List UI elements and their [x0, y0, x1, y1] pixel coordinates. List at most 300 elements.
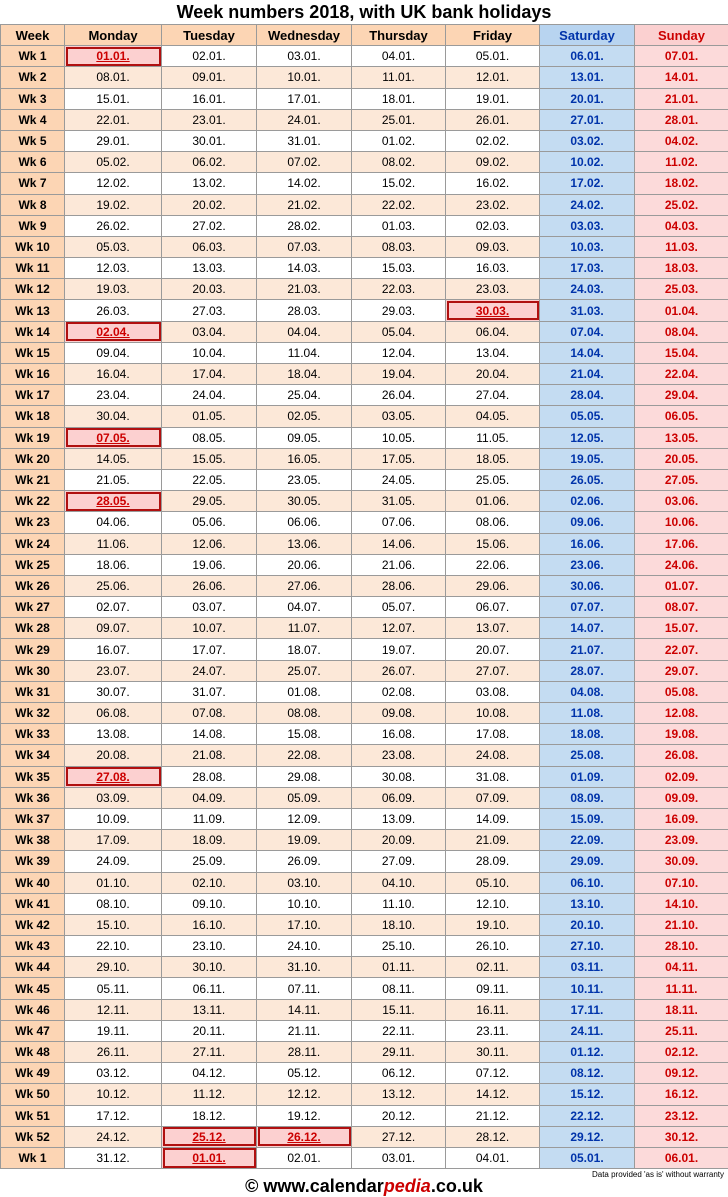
table-row [1, 194, 728, 215]
table-row [1, 1020, 728, 1041]
friday-date-cell: 21.12. [446, 1105, 540, 1126]
tuesday-date-cell: 21.08. [162, 745, 257, 766]
friday-date-cell: 25.05. [446, 469, 540, 490]
friday-date-cell: 04.05. [446, 406, 540, 427]
friday-date-cell: 29.06. [446, 575, 540, 596]
tuesday-date-cell: 13.11. [162, 999, 257, 1020]
saturday-date-cell: 10.02. [540, 152, 635, 173]
monday-date-cell: 12.02. [65, 173, 162, 194]
friday-date-cell: 24.08. [446, 745, 540, 766]
tuesday-date-cell: 14.08. [162, 724, 257, 745]
tuesday-date-cell: 10.07. [162, 618, 257, 639]
friday-date-cell: 03.08. [446, 681, 540, 702]
wednesday-date-cell: 18.07. [257, 639, 352, 660]
tuesday-date-cell: 24.04. [162, 385, 257, 406]
thursday-date-cell: 18.10. [352, 914, 446, 935]
friday-date-cell: 01.06. [446, 491, 540, 512]
saturday-date-cell: 10.03. [540, 236, 635, 257]
sunday-date-cell: 03.06. [635, 491, 728, 512]
wednesday-date-cell: 07.03. [257, 236, 352, 257]
monday-date-cell: 03.12. [65, 1063, 162, 1084]
table-row [1, 342, 728, 363]
table-row [1, 830, 728, 851]
thursday-date-cell: 29.03. [352, 300, 446, 321]
sunday-date-cell: 22.07. [635, 639, 728, 660]
wednesday-date-cell: 02.05. [257, 406, 352, 427]
monday-date-cell: 29.01. [65, 130, 162, 151]
tuesday-date-cell: 03.07. [162, 597, 257, 618]
saturday-date-cell: 02.06. [540, 491, 635, 512]
table-row [1, 215, 728, 236]
week-number-cell: Wk 35 [1, 766, 65, 787]
sunday-date-cell: 24.06. [635, 554, 728, 575]
bank-holiday-cell: 01.01. [65, 46, 162, 67]
week-number-cell: Wk 23 [1, 512, 65, 533]
tuesday-date-cell: 23.01. [162, 109, 257, 130]
friday-date-cell: 26.01. [446, 109, 540, 130]
monday-date-cell: 26.11. [65, 1042, 162, 1063]
friday-date-cell: 05.01. [446, 46, 540, 67]
wednesday-date-cell: 25.07. [257, 660, 352, 681]
saturday-date-cell: 14.07. [540, 618, 635, 639]
disclaimer: Data provided 'as is' without warranty [591, 1170, 724, 1179]
bank-holiday-cell: 02.04. [65, 321, 162, 342]
week-number-cell: Wk 52 [1, 1126, 65, 1147]
monday-date-cell: 26.03. [65, 300, 162, 321]
saturday-date-cell: 14.04. [540, 342, 635, 363]
saturday-date-cell: 28.04. [540, 385, 635, 406]
thursday-date-cell: 23.08. [352, 745, 446, 766]
saturday-date-cell: 01.09. [540, 766, 635, 787]
saturday-date-cell: 11.08. [540, 703, 635, 724]
table-row [1, 681, 728, 702]
friday-date-cell: 09.11. [446, 978, 540, 999]
thursday-date-cell: 03.05. [352, 406, 446, 427]
saturday-date-cell: 16.06. [540, 533, 635, 554]
thursday-date-cell: 22.11. [352, 1020, 446, 1041]
tuesday-date-cell: 10.04. [162, 342, 257, 363]
monday-date-cell: 05.03. [65, 236, 162, 257]
wednesday-date-cell: 12.12. [257, 1084, 352, 1105]
saturday-date-cell: 15.12. [540, 1084, 635, 1105]
table-row [1, 575, 728, 596]
saturday-date-cell: 29.09. [540, 851, 635, 872]
bank-holiday-cell: 01.01. [162, 1147, 257, 1168]
friday-date-cell: 27.04. [446, 385, 540, 406]
wednesday-date-cell: 18.04. [257, 364, 352, 385]
thursday-date-cell: 13.12. [352, 1084, 446, 1105]
week-number-cell: Wk 38 [1, 830, 65, 851]
sunday-date-cell: 18.03. [635, 258, 728, 279]
monday-date-cell: 31.12. [65, 1147, 162, 1168]
wednesday-date-cell: 14.02. [257, 173, 352, 194]
saturday-date-cell: 01.12. [540, 1042, 635, 1063]
sunday-date-cell: 14.10. [635, 893, 728, 914]
friday-date-cell: 10.08. [446, 703, 540, 724]
saturday-date-cell: 06.01. [540, 46, 635, 67]
table-row [1, 109, 728, 130]
wednesday-date-cell: 15.08. [257, 724, 352, 745]
monday-date-cell: 09.07. [65, 618, 162, 639]
wednesday-date-cell: 08.08. [257, 703, 352, 724]
saturday-date-cell: 22.12. [540, 1105, 635, 1126]
monday-date-cell: 08.01. [65, 67, 162, 88]
saturday-date-cell: 31.03. [540, 300, 635, 321]
header-tuesday: Tuesday [162, 25, 257, 46]
week-number-cell: Wk 42 [1, 914, 65, 935]
wednesday-date-cell: 04.04. [257, 321, 352, 342]
friday-date-cell: 17.08. [446, 724, 540, 745]
monday-date-cell: 04.06. [65, 512, 162, 533]
wednesday-date-cell: 05.09. [257, 787, 352, 808]
thursday-date-cell: 06.12. [352, 1063, 446, 1084]
thursday-date-cell: 16.08. [352, 724, 446, 745]
saturday-date-cell: 03.02. [540, 130, 635, 151]
saturday-date-cell: 23.06. [540, 554, 635, 575]
table-row [1, 724, 728, 745]
header-saturday: Saturday [540, 25, 635, 46]
week-number-cell: Wk 37 [1, 808, 65, 829]
week-number-cell: Wk 41 [1, 893, 65, 914]
sunday-date-cell: 01.04. [635, 300, 728, 321]
monday-date-cell: 05.11. [65, 978, 162, 999]
sunday-date-cell: 29.07. [635, 660, 728, 681]
table-row [1, 787, 728, 808]
table-row [1, 851, 728, 872]
friday-date-cell: 13.07. [446, 618, 540, 639]
sunday-date-cell: 12.08. [635, 703, 728, 724]
sunday-date-cell: 11.02. [635, 152, 728, 173]
week-number-cell: Wk 27 [1, 597, 65, 618]
wednesday-date-cell: 22.08. [257, 745, 352, 766]
thursday-date-cell: 18.01. [352, 88, 446, 109]
sunday-date-cell: 28.01. [635, 109, 728, 130]
tuesday-date-cell: 04.09. [162, 787, 257, 808]
sunday-date-cell: 04.11. [635, 957, 728, 978]
week-number-cell: Wk 5 [1, 130, 65, 151]
wednesday-date-cell: 07.11. [257, 978, 352, 999]
tuesday-date-cell: 20.03. [162, 279, 257, 300]
sunday-date-cell: 26.08. [635, 745, 728, 766]
tuesday-date-cell: 11.12. [162, 1084, 257, 1105]
week-number-cell: Wk 1 [1, 46, 65, 67]
sunday-date-cell: 06.05. [635, 406, 728, 427]
tuesday-date-cell: 16.10. [162, 914, 257, 935]
friday-date-cell: 19.01. [446, 88, 540, 109]
wednesday-date-cell: 24.10. [257, 936, 352, 957]
friday-date-cell: 18.05. [446, 448, 540, 469]
friday-date-cell: 13.04. [446, 342, 540, 363]
sunday-date-cell: 09.12. [635, 1063, 728, 1084]
table-row [1, 766, 728, 787]
table-row [1, 46, 728, 67]
table-row [1, 872, 728, 893]
thursday-date-cell: 01.03. [352, 215, 446, 236]
monday-date-cell: 10.09. [65, 808, 162, 829]
tuesday-date-cell: 06.02. [162, 152, 257, 173]
wednesday-date-cell: 25.04. [257, 385, 352, 406]
saturday-date-cell: 05.05. [540, 406, 635, 427]
thursday-date-cell: 27.12. [352, 1126, 446, 1147]
sunday-date-cell: 10.06. [635, 512, 728, 533]
wednesday-date-cell: 03.10. [257, 872, 352, 893]
wednesday-date-cell: 19.12. [257, 1105, 352, 1126]
tuesday-date-cell: 18.12. [162, 1105, 257, 1126]
saturday-date-cell: 08.09. [540, 787, 635, 808]
thursday-date-cell: 21.06. [352, 554, 446, 575]
sunday-date-cell: 18.11. [635, 999, 728, 1020]
thursday-date-cell: 11.10. [352, 893, 446, 914]
saturday-date-cell: 24.11. [540, 1020, 635, 1041]
bank-holiday-cell: 28.05. [65, 491, 162, 512]
saturday-date-cell: 03.03. [540, 215, 635, 236]
week-number-cell: Wk 28 [1, 618, 65, 639]
week-number-cell: Wk 47 [1, 1020, 65, 1041]
saturday-date-cell: 04.08. [540, 681, 635, 702]
saturday-date-cell: 30.06. [540, 575, 635, 596]
table-row [1, 745, 728, 766]
monday-date-cell: 21.05. [65, 469, 162, 490]
saturday-date-cell: 21.07. [540, 639, 635, 660]
monday-date-cell: 08.10. [65, 893, 162, 914]
monday-date-cell: 29.10. [65, 957, 162, 978]
sunday-date-cell: 14.01. [635, 67, 728, 88]
thursday-date-cell: 08.11. [352, 978, 446, 999]
table-row [1, 808, 728, 829]
thursday-date-cell: 06.09. [352, 787, 446, 808]
bank-holiday-cell: 30.03. [446, 300, 540, 321]
table-row [1, 1147, 728, 1168]
sunday-date-cell: 21.01. [635, 88, 728, 109]
monday-date-cell: 22.01. [65, 109, 162, 130]
tuesday-date-cell: 23.10. [162, 936, 257, 957]
bank-holiday-cell: 07.05. [65, 427, 162, 448]
monday-date-cell: 12.03. [65, 258, 162, 279]
week-number-cell: Wk 32 [1, 703, 65, 724]
friday-date-cell: 04.01. [446, 1147, 540, 1168]
saturday-date-cell: 20.01. [540, 88, 635, 109]
bank-holiday-cell: 25.12. [162, 1126, 257, 1147]
monday-date-cell: 06.08. [65, 703, 162, 724]
saturday-date-cell: 12.05. [540, 427, 635, 448]
table-row [1, 130, 728, 151]
saturday-date-cell: 08.12. [540, 1063, 635, 1084]
wednesday-date-cell: 12.09. [257, 808, 352, 829]
header-sunday: Sunday [635, 25, 728, 46]
sunday-date-cell: 25.02. [635, 194, 728, 215]
friday-date-cell: 26.10. [446, 936, 540, 957]
monday-date-cell: 25.06. [65, 575, 162, 596]
thursday-date-cell: 30.08. [352, 766, 446, 787]
table-row [1, 406, 728, 427]
table-row [1, 914, 728, 935]
table-row [1, 893, 728, 914]
sunday-date-cell: 08.04. [635, 321, 728, 342]
tuesday-date-cell: 22.05. [162, 469, 257, 490]
saturday-date-cell: 06.10. [540, 872, 635, 893]
wednesday-date-cell: 10.10. [257, 893, 352, 914]
wednesday-date-cell: 28.02. [257, 215, 352, 236]
friday-date-cell: 02.03. [446, 215, 540, 236]
friday-date-cell: 09.03. [446, 236, 540, 257]
week-number-cell: Wk 51 [1, 1105, 65, 1126]
tuesday-date-cell: 24.07. [162, 660, 257, 681]
tuesday-date-cell: 17.04. [162, 364, 257, 385]
table-row [1, 173, 728, 194]
table-row [1, 258, 728, 279]
saturday-date-cell: 25.08. [540, 745, 635, 766]
thursday-date-cell: 22.03. [352, 279, 446, 300]
wednesday-date-cell: 17.01. [257, 88, 352, 109]
week-number-cell: Wk 4 [1, 109, 65, 130]
week-number-cell: Wk 2 [1, 67, 65, 88]
saturday-date-cell: 28.07. [540, 660, 635, 681]
sunday-date-cell: 16.09. [635, 808, 728, 829]
week-number-cell: Wk 36 [1, 787, 65, 808]
week-number-cell: Wk 22 [1, 491, 65, 512]
footer-link[interactable] [0, 1175, 728, 1197]
tuesday-date-cell: 02.01. [162, 46, 257, 67]
tuesday-date-cell: 02.10. [162, 872, 257, 893]
tuesday-date-cell: 09.01. [162, 67, 257, 88]
table-row [1, 67, 728, 88]
bank-holiday-cell: 27.08. [65, 766, 162, 787]
header-week: Week [1, 25, 65, 46]
week-number-cell: Wk 16 [1, 364, 65, 385]
sunday-date-cell: 15.07. [635, 618, 728, 639]
wednesday-date-cell: 01.08. [257, 681, 352, 702]
thursday-date-cell: 15.03. [352, 258, 446, 279]
monday-date-cell: 19.11. [65, 1020, 162, 1041]
header-friday: Friday [446, 25, 540, 46]
tuesday-date-cell: 17.07. [162, 639, 257, 660]
sunday-date-cell: 25.11. [635, 1020, 728, 1041]
thursday-date-cell: 14.06. [352, 533, 446, 554]
week-number-cell: Wk 17 [1, 385, 65, 406]
friday-date-cell: 20.04. [446, 364, 540, 385]
week-number-cell: Wk 48 [1, 1042, 65, 1063]
thursday-date-cell: 05.04. [352, 321, 446, 342]
thursday-date-cell: 10.05. [352, 427, 446, 448]
sunday-date-cell: 13.05. [635, 427, 728, 448]
table-row [1, 639, 728, 660]
sunday-date-cell: 21.10. [635, 914, 728, 935]
friday-date-cell: 16.03. [446, 258, 540, 279]
friday-date-cell: 23.02. [446, 194, 540, 215]
week-number-cell: Wk 30 [1, 660, 65, 681]
week-number-cell: Wk 25 [1, 554, 65, 575]
week-number-cell: Wk 49 [1, 1063, 65, 1084]
thursday-date-cell: 08.02. [352, 152, 446, 173]
wednesday-date-cell: 31.01. [257, 130, 352, 151]
table-row [1, 236, 728, 257]
tuesday-date-cell: 11.09. [162, 808, 257, 829]
monday-date-cell: 05.02. [65, 152, 162, 173]
monday-date-cell: 11.06. [65, 533, 162, 554]
wednesday-date-cell: 04.07. [257, 597, 352, 618]
wednesday-date-cell: 20.06. [257, 554, 352, 575]
week-number-cell: Wk 6 [1, 152, 65, 173]
saturday-date-cell: 27.10. [540, 936, 635, 957]
friday-date-cell: 07.12. [446, 1063, 540, 1084]
wednesday-date-cell: 14.03. [257, 258, 352, 279]
thursday-date-cell: 29.11. [352, 1042, 446, 1063]
table-row [1, 448, 728, 469]
week-number-cell: Wk 29 [1, 639, 65, 660]
thursday-date-cell: 19.04. [352, 364, 446, 385]
week-number-cell: Wk 1 [1, 1147, 65, 1168]
monday-date-cell: 20.08. [65, 745, 162, 766]
wednesday-date-cell: 03.01. [257, 46, 352, 67]
week-number-cell: Wk 9 [1, 215, 65, 236]
table-row [1, 660, 728, 681]
wednesday-date-cell: 06.06. [257, 512, 352, 533]
sunday-date-cell: 11.03. [635, 236, 728, 257]
wednesday-date-cell: 28.11. [257, 1042, 352, 1063]
tuesday-date-cell: 25.09. [162, 851, 257, 872]
footer-suffix: .co.uk [430, 1176, 483, 1196]
saturday-date-cell: 26.05. [540, 469, 635, 490]
saturday-date-cell: 19.05. [540, 448, 635, 469]
tuesday-date-cell: 27.02. [162, 215, 257, 236]
table-row [1, 936, 728, 957]
week-number-cell: Wk 18 [1, 406, 65, 427]
saturday-date-cell: 17.03. [540, 258, 635, 279]
tuesday-date-cell: 04.12. [162, 1063, 257, 1084]
thursday-date-cell: 27.09. [352, 851, 446, 872]
thursday-date-cell: 12.07. [352, 618, 446, 639]
friday-date-cell: 15.06. [446, 533, 540, 554]
monday-date-cell: 17.09. [65, 830, 162, 851]
tuesday-date-cell: 20.02. [162, 194, 257, 215]
table-row [1, 385, 728, 406]
thursday-date-cell: 25.10. [352, 936, 446, 957]
saturday-date-cell: 05.01. [540, 1147, 635, 1168]
table-row [1, 1042, 728, 1063]
tuesday-date-cell: 30.01. [162, 130, 257, 151]
tuesday-date-cell: 18.09. [162, 830, 257, 851]
thursday-date-cell: 20.12. [352, 1105, 446, 1126]
week-number-cell: Wk 24 [1, 533, 65, 554]
sunday-date-cell: 04.02. [635, 130, 728, 151]
sunday-date-cell: 25.03. [635, 279, 728, 300]
friday-date-cell: 27.07. [446, 660, 540, 681]
saturday-date-cell: 17.11. [540, 999, 635, 1020]
monday-date-cell: 23.07. [65, 660, 162, 681]
friday-date-cell: 22.06. [446, 554, 540, 575]
saturday-date-cell: 20.10. [540, 914, 635, 935]
friday-date-cell: 09.02. [446, 152, 540, 173]
week-number-cell: Wk 12 [1, 279, 65, 300]
saturday-date-cell: 10.11. [540, 978, 635, 999]
saturday-date-cell: 13.01. [540, 67, 635, 88]
friday-date-cell: 07.09. [446, 787, 540, 808]
saturday-date-cell: 07.07. [540, 597, 635, 618]
monday-date-cell: 30.04. [65, 406, 162, 427]
table-row [1, 469, 728, 490]
tuesday-date-cell: 16.01. [162, 88, 257, 109]
tuesday-date-cell: 27.03. [162, 300, 257, 321]
tuesday-date-cell: 31.07. [162, 681, 257, 702]
monday-date-cell: 26.02. [65, 215, 162, 236]
table-row [1, 618, 728, 639]
tuesday-date-cell: 09.10. [162, 893, 257, 914]
sunday-date-cell: 17.06. [635, 533, 728, 554]
table-row [1, 364, 728, 385]
table-row [1, 1105, 728, 1126]
wednesday-date-cell: 11.04. [257, 342, 352, 363]
thursday-date-cell: 13.09. [352, 808, 446, 829]
